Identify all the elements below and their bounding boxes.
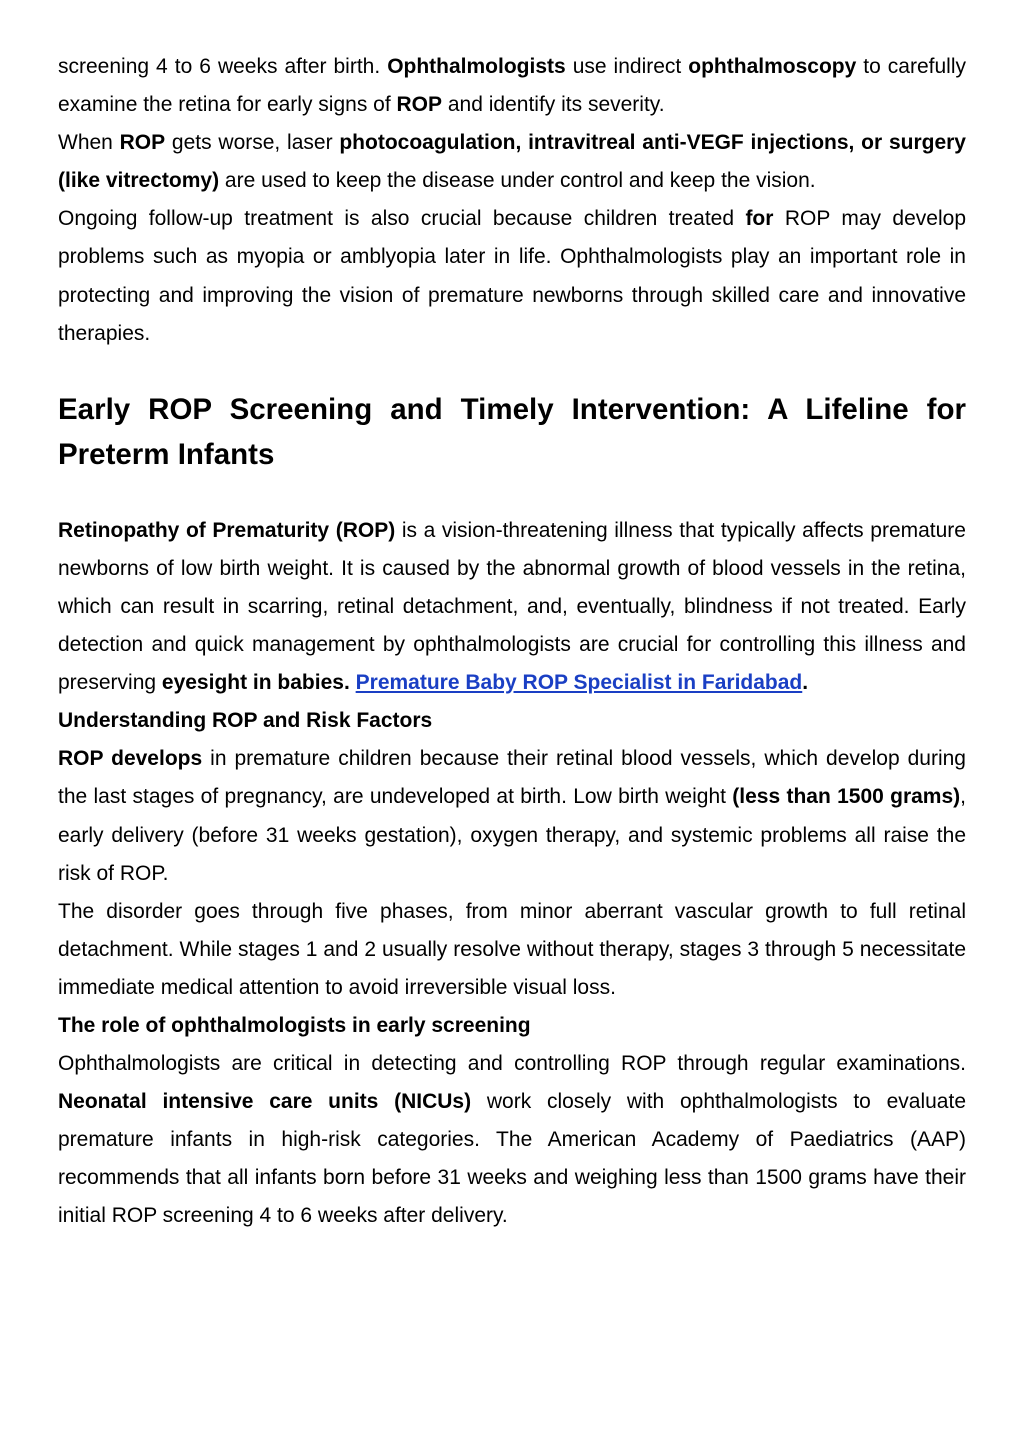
bold-term: ROP: [119, 131, 166, 155]
bold-term: eyesight in babies.: [161, 671, 350, 695]
paragraph-follow-up: [58, 200, 966, 352]
period: .: [802, 671, 809, 695]
text-run: gets worse, laser: [165, 131, 340, 155]
text-run: work closely with ophthalmologists to evaluate premature infants in high-risk categories. The American Academy of Paediatrics (AAP) recommends that all infants born before 31 weeks and weighing less than 1500 grams have their initial ROP screening 4 to 6 weeks after delivery.: [58, 1090, 966, 1228]
text-run: are used to keep the disease under control and keep the vision.: [219, 169, 816, 193]
bold-term: Neonatal intensive care units (NICUs): [58, 1090, 472, 1114]
paragraph-screening-role: [58, 1045, 966, 1235]
bold-term: Ophthalmologists: [387, 55, 566, 78]
paragraph-rop-develops: [58, 740, 966, 892]
text-run: screening 4 to 6 weeks after birth.: [58, 55, 388, 78]
text-run: use indirect: [565, 55, 689, 78]
text-run: Ongoing follow-up treatment is also crucial because children treated: [58, 207, 746, 231]
bold-term: (less than 1500 grams): [732, 785, 961, 809]
text-run: ROP may develop problems such as myopia or amblyopia later in life. Ophthalmologists play an important role in protecting and improving the vision of premature newborns through skilled care and innovative therapies.: [58, 207, 966, 345]
text-run: to carefully examine the retina for early signs of: [58, 55, 966, 117]
text-run: , early delivery (before 31 weeks gestation), oxygen therapy, and systemic problems all raise the risk of ROP.: [58, 785, 966, 885]
text-run: and identify its severity.: [442, 93, 665, 117]
section-heading: Early ROP Screening and Timely Intervention: A Lifeline for Preterm Infants: [58, 392, 966, 472]
text-run: The disorder goes through five phases, from minor aberrant vascular growth to full retinal detachment. While stages 1 and 2 usually resolve without therapy, stages 3 through 5 necessitate immediate medical attention to avoid irreversible visual loss.: [58, 899, 966, 999]
text-run: Ophthalmologists are critical in detecting and controlling ROP through regular examinations.: [58, 1052, 966, 1076]
paragraph-treatment: [58, 124, 966, 200]
paragraph-screening-intro: [58, 48, 966, 124]
document-page: [58, 48, 966, 1236]
text-run: is a vision-threatening illness that typically affects premature newborns of low birth weight. It is caused by the abnormal growth of blood vessels in the retina, which can result in scarring, retinal detachment, and, eventually, blindness if not treated. Early detection and quick management by ophthalmologists are crucial for controlling this illness and preserving: [58, 518, 966, 695]
subheading-role-of-ophthalmologists: The role of ophthalmologists in early screening: [58, 1013, 531, 1037]
bold-term: ROP develops: [58, 747, 203, 771]
text-run: When: [58, 131, 120, 155]
text-run: in premature children because their retinal blood vessels, which develop during the last stages of pregnancy, are undeveloped at birth. Low birth weight: [58, 747, 966, 809]
bold-term: ROP: [396, 93, 443, 117]
bold-term: for: [745, 207, 774, 231]
paragraph-rop-definition: [58, 512, 966, 702]
bold-term: Retinopathy of Prematurity (ROP): [58, 518, 396, 542]
specialist-link[interactable]: Premature Baby ROP Specialist in Faridabad: [355, 671, 803, 695]
paragraph-phases: [58, 893, 966, 1007]
bold-term: ophthalmoscopy: [688, 55, 857, 78]
subheading-risk-factors: Understanding ROP and Risk Factors: [58, 709, 433, 733]
bold-term: photocoagulation, intravitreal anti-VEGF injections, or surgery (like vitrectomy): [58, 131, 966, 193]
